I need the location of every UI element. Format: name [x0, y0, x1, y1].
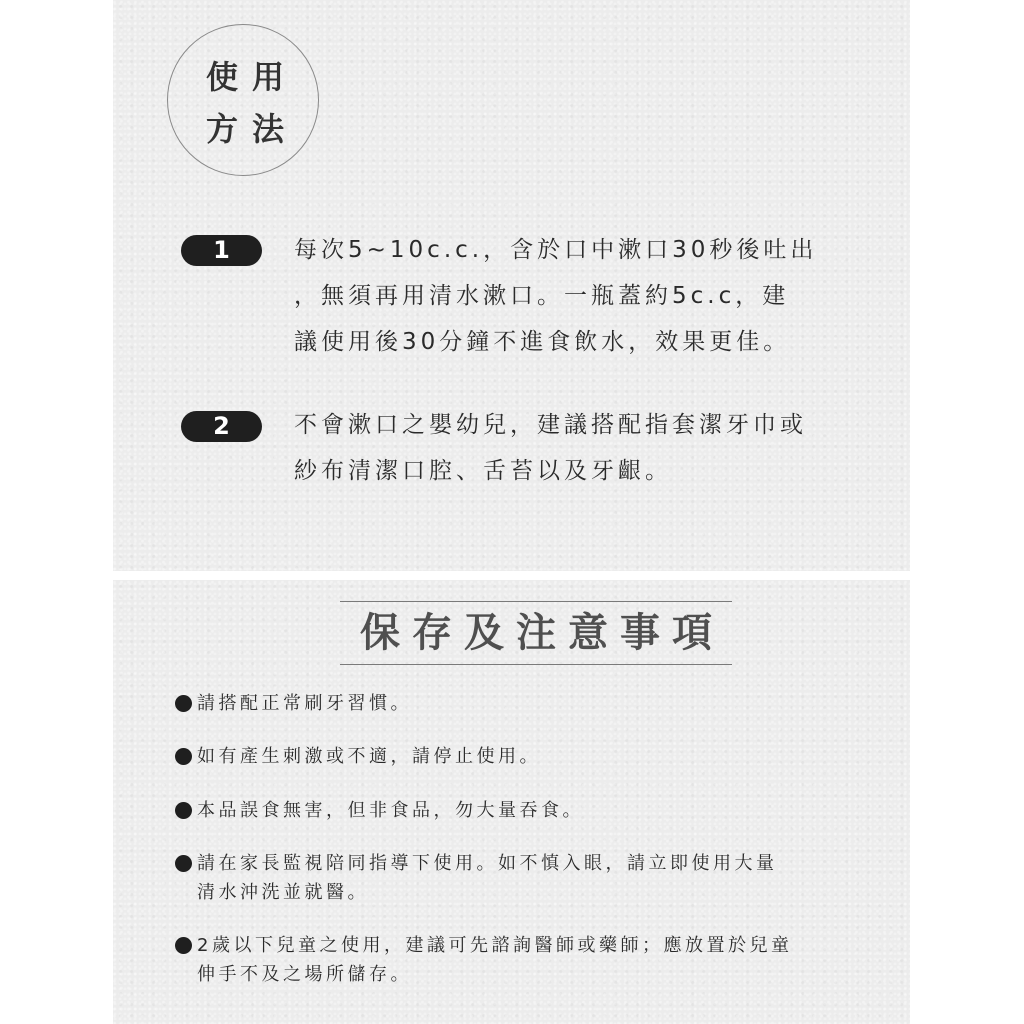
step-1-badge: 1: [181, 235, 262, 266]
notes-title: 保存及注意事項: [360, 610, 724, 656]
note-line: 如有產生刺激或不適，請停止使用。: [197, 746, 541, 767]
step-1-line: 議使用後30分鐘不進食飲水，效果更佳。: [294, 329, 791, 355]
note-item: [175, 742, 541, 771]
bullet-dot-icon: [175, 855, 192, 872]
notes-title-box: [340, 601, 732, 665]
bullet-dot-icon: [175, 937, 192, 954]
step-1-text: [294, 227, 854, 365]
note-line: 2歲以下兒童之使用，建議可先諮詢醫師或藥師；應放置於兒童: [197, 935, 793, 956]
usage-heading-circle: [167, 24, 319, 176]
note-item: [175, 796, 584, 825]
usage-heading-line2: 方法: [206, 110, 299, 148]
note-line: 伸手不及之場所儲存。: [197, 964, 412, 985]
step-2-line: 紗布清潔口腔、舌苔以及牙齦。: [294, 458, 672, 484]
note-line: 請在家長監視陪同指導下使用。如不慎入眼，請立即使用大量: [197, 853, 778, 874]
note-item: [175, 931, 792, 989]
note-line: 請搭配正常刷牙習慣。: [197, 693, 412, 714]
step-2-badge: 2: [181, 411, 262, 442]
step-2-text: [294, 402, 854, 494]
bullet-dot-icon: [175, 802, 192, 819]
bullet-dot-icon: [175, 695, 192, 712]
note-item: [175, 689, 412, 718]
usage-heading-line1: 使用: [206, 58, 299, 96]
note-line: 本品誤食無害，但非食品，勿大量吞食。: [197, 800, 584, 821]
bullet-dot-icon: [175, 748, 192, 765]
step-1-line: 每次5~10c.c.，含於口中漱口30秒後吐出: [294, 237, 818, 263]
note-item: [175, 849, 778, 907]
note-line: 清水沖洗並就醫。: [197, 882, 369, 903]
step-2-line: 不會漱口之嬰幼兒，建議搭配指套潔牙巾或: [294, 412, 807, 438]
step-1-line: ，無須再用清水漱口。一瓶蓋約5c.c，建: [294, 283, 790, 309]
